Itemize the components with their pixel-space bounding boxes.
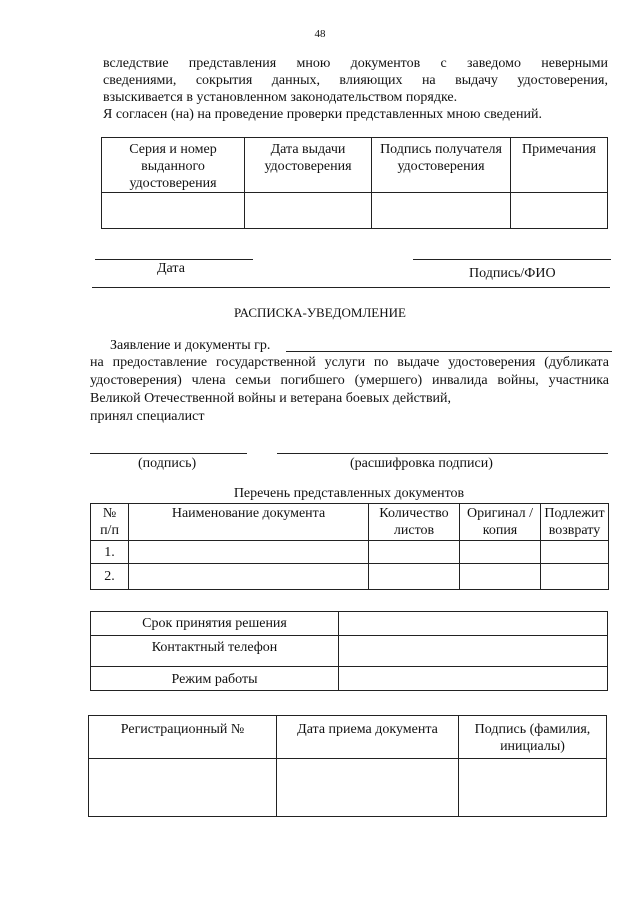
documents-caption: Перечень представленных документов xyxy=(233,486,465,501)
doc-cell-name[interactable] xyxy=(129,564,369,590)
reg-cell-signature[interactable] xyxy=(459,759,607,817)
intro-line-4: Я согласен (на) на проведение проверки представленных мною сведений. xyxy=(103,107,542,122)
doc-header-count: Количество листов xyxy=(369,504,460,541)
date-label: Дата xyxy=(157,261,185,276)
info-label-work-hours: Режим работы xyxy=(91,667,339,691)
cert-cell-issue-date[interactable] xyxy=(245,193,372,229)
info-label-contact-phone: Контактный телефон xyxy=(91,636,339,667)
doc-cell-original[interactable] xyxy=(460,564,541,590)
cert-header-signature: Подпись получателя удостоверения xyxy=(372,138,511,193)
reg-header-number: Регистрационный № xyxy=(89,716,277,759)
intro-line-3: взыскивается в установленном законодательством порядке. xyxy=(103,90,458,105)
intro-line-2: сведениями, сокрытия данных, влияющих на выдачу удостоверения, xyxy=(103,73,608,88)
table-row xyxy=(91,564,609,590)
signature-name-label: Подпись/ФИО xyxy=(469,266,556,281)
section-divider xyxy=(92,287,610,288)
doc-cell-return[interactable] xyxy=(541,564,609,590)
cert-header-series: Серия и номер выданного удостоверения xyxy=(102,138,245,193)
receipt-statement-start: Заявление и документы гр. xyxy=(110,338,271,353)
registration-table xyxy=(88,715,607,817)
specialist-signature-label: (подпись) xyxy=(138,456,197,471)
specialist-decode-line[interactable] xyxy=(277,453,608,454)
date-line[interactable] xyxy=(95,259,253,260)
doc-cell-count[interactable] xyxy=(369,541,460,564)
doc-header-return: Подлежит возврату xyxy=(541,504,609,541)
info-value-work-hours[interactable] xyxy=(339,667,608,691)
info-table xyxy=(90,611,608,691)
info-value-contact-phone[interactable] xyxy=(339,636,608,667)
receipt-line-5: принял специалист xyxy=(90,409,205,424)
reg-header-date: Дата приема документа xyxy=(277,716,459,759)
cert-cell-series[interactable] xyxy=(102,193,245,229)
certificate-table xyxy=(101,137,608,229)
cert-cell-signature[interactable] xyxy=(372,193,511,229)
doc-cell-name[interactable] xyxy=(129,541,369,564)
doc-header-original: Оригинал /копия xyxy=(460,504,541,541)
reg-cell-number[interactable] xyxy=(89,759,277,817)
doc-header-num: № п/п xyxy=(91,504,129,541)
intro-line-1: вследствие представления мною документов с заведомо неверными xyxy=(103,56,608,71)
receipt-line-2: на предоставление государственной услуги по выдаче удостоверения (дубликата xyxy=(90,355,609,370)
doc-cell-count[interactable] xyxy=(369,564,460,590)
citizen-name-line[interactable] xyxy=(286,351,612,352)
receipt-title: РАСПИСКА-УВЕДОМЛЕНИЕ xyxy=(234,305,406,320)
signature-line[interactable] xyxy=(413,259,611,260)
doc-header-name: Наименование документа xyxy=(129,504,369,541)
cert-cell-notes[interactable] xyxy=(511,193,608,229)
doc-row-number: 1. xyxy=(91,541,129,564)
info-value-decision-deadline[interactable] xyxy=(339,612,608,636)
documents-table xyxy=(90,503,609,590)
receipt-line-3: удостоверения) члена семьи погибшего (умершего) инвалида войны, участника xyxy=(90,373,609,388)
specialist-signature-line[interactable] xyxy=(90,453,247,454)
specialist-decode-label: (расшифровка подписи) xyxy=(350,456,493,471)
cert-header-notes: Примечания xyxy=(511,138,608,193)
cert-header-issue-date: Дата выдачи удостоверения xyxy=(245,138,372,193)
receipt-line-4: Великой Отечественной войны и ветерана боевых действий, xyxy=(90,391,452,406)
table-row xyxy=(91,541,609,564)
info-label-decision-deadline: Срок принятия решения xyxy=(91,612,339,636)
doc-cell-original[interactable] xyxy=(460,541,541,564)
reg-header-signature: Подпись (фамилия, инициалы) xyxy=(459,716,607,759)
page-number: 48 xyxy=(314,28,326,40)
reg-cell-date[interactable] xyxy=(277,759,459,817)
doc-row-number: 2. xyxy=(91,564,129,590)
doc-cell-return[interactable] xyxy=(541,541,609,564)
